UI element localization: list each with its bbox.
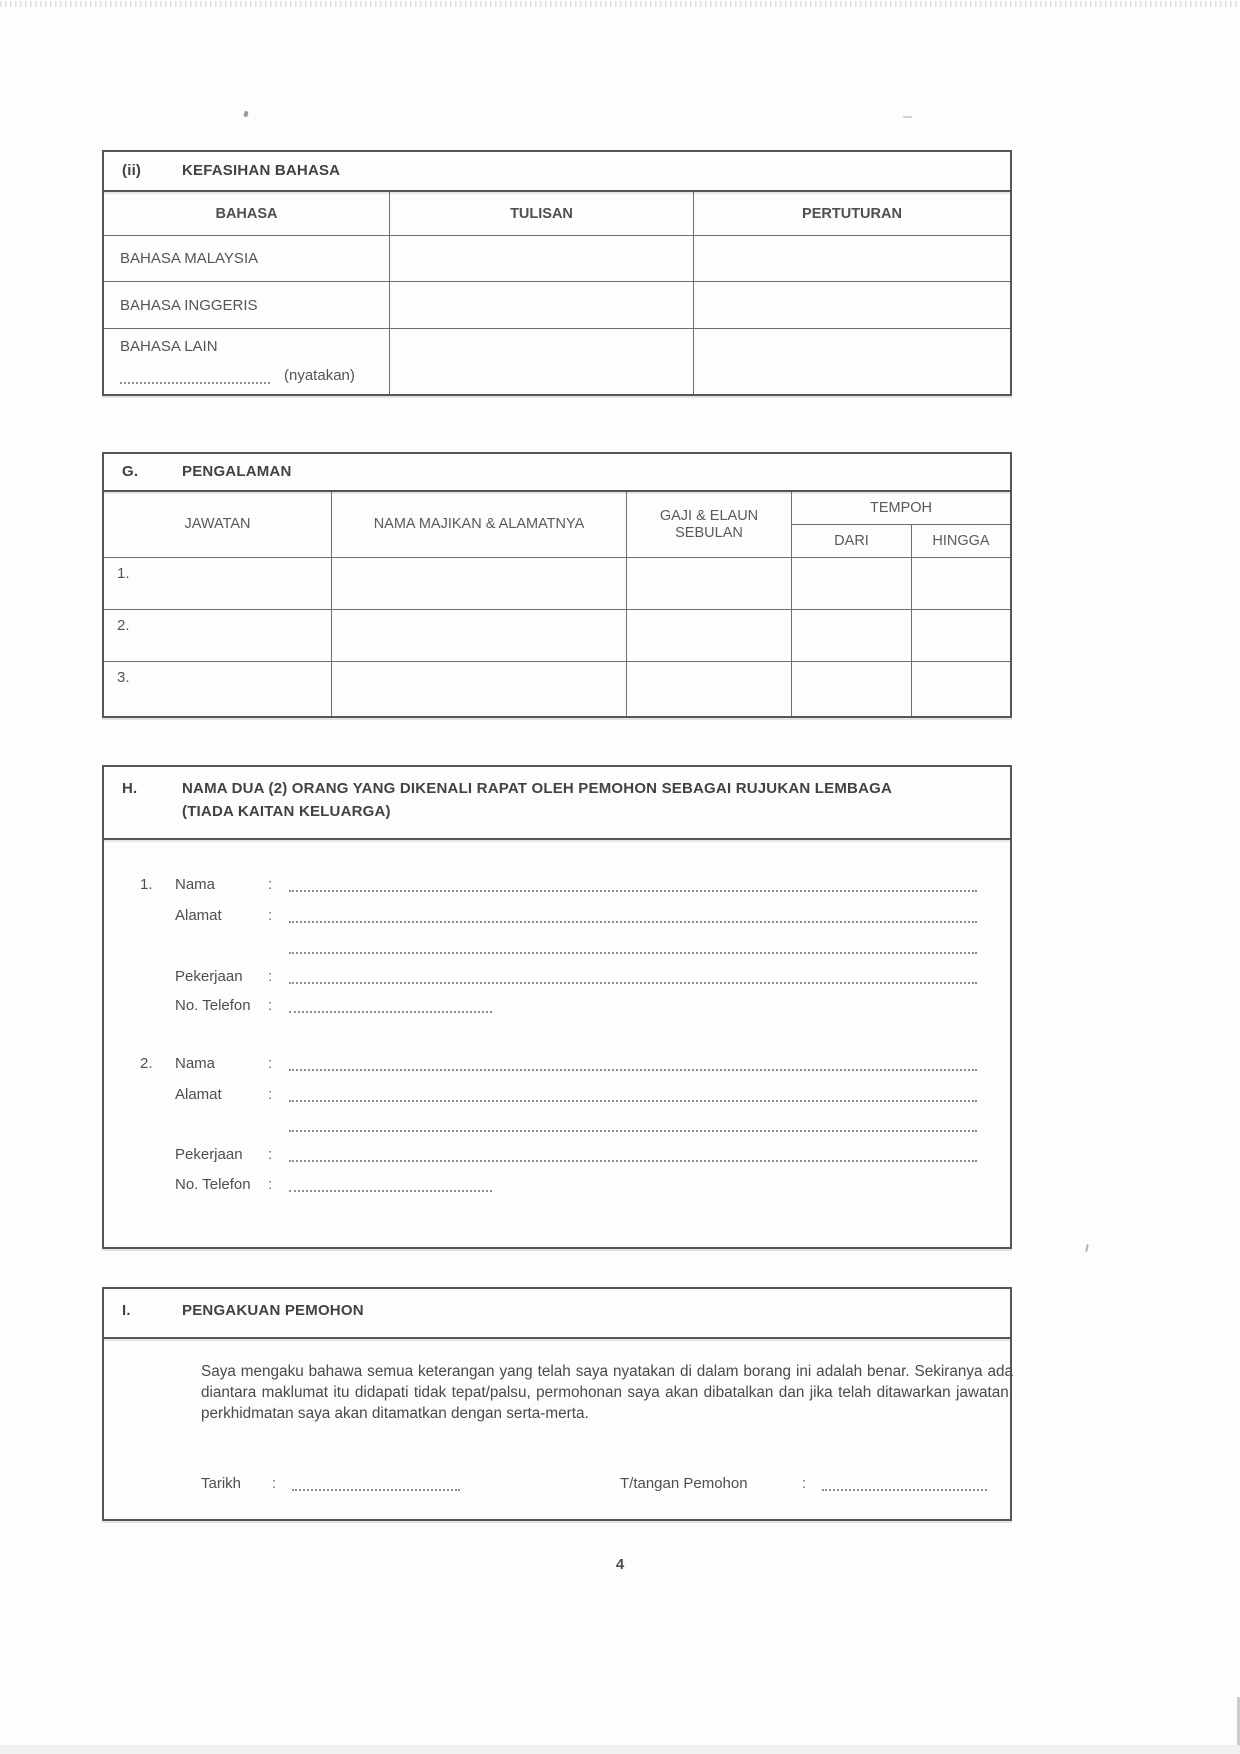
reference1-pekerjaan-row: Pekerjaan : <box>104 968 1010 990</box>
pertuturan-blank-cell <box>694 329 1010 394</box>
nama-label: Nama <box>175 876 216 893</box>
column-header-dari: DARI <box>792 525 912 558</box>
blank-cell <box>332 610 627 662</box>
blank-cell <box>627 558 792 610</box>
column-header-hingga: HINGGA <box>912 525 1010 558</box>
dotted-blank-line <box>289 997 492 1013</box>
section-number: G. <box>122 463 139 480</box>
column-header-tulisan: TULISAN <box>390 192 694 236</box>
dotted-blank-line <box>120 369 270 384</box>
row-label-bahasa-lain <box>104 329 390 394</box>
references-section-header <box>104 767 1010 840</box>
tulisan-blank-cell <box>390 282 694 329</box>
scan-dash-artifact <box>903 116 912 118</box>
section-title: PENGALAMAN <box>182 463 292 480</box>
reference1-nama-row: 1. Nama : <box>104 876 1010 898</box>
date-signature-row: Tarikh : T/tangan Pemohon : <box>104 1475 1010 1497</box>
row-label-bahasa-inggeris: BAHASA INGGERIS <box>104 282 390 329</box>
experience-section <box>102 452 1012 718</box>
declaration-text: Saya mengaku bahawa semua keterangan yang telah saya nyatakan di dalam borang ini adalah benar. Sekiranya ada diantara maklumat itu didapati tidak tepat/palsu, permohonan saya akan dibatalkan dan jika telah ditawarkan jawatan, perkhidmatan saya akan ditamatkan dengan serta-merta. <box>201 1363 1013 1422</box>
blank-cell <box>912 610 1010 662</box>
reference1-alamat-continuation <box>104 938 1010 960</box>
experience-section-header <box>104 454 1010 492</box>
nyatakan-note: (nyatakan) <box>284 367 355 384</box>
section-number: (ii) <box>122 162 142 179</box>
nama-label: Nama <box>175 1055 216 1072</box>
column-header-bahasa: BAHASA <box>104 192 390 236</box>
date-dotted-line <box>292 1475 460 1491</box>
signature-label: T/tangan Pemohon <box>620 1475 748 1492</box>
reference1-telefon-row: No. Telefon : <box>104 997 1010 1019</box>
language-table <box>104 192 1010 394</box>
dotted-blank-line <box>289 1055 977 1071</box>
reference2-alamat-continuation <box>104 1116 1010 1138</box>
column-header-pertuturan: PERTUTURAN <box>694 192 1010 236</box>
blank-cell <box>332 558 627 610</box>
reference2-pekerjaan-row: Pekerjaan : <box>104 1146 1010 1168</box>
entry-number: 2. <box>140 1055 153 1072</box>
blank-cell <box>912 558 1010 610</box>
column-header-gaji: GAJI & ELAUN SEBULAN <box>627 492 792 558</box>
entry-number: 1. <box>140 876 153 893</box>
reference1-alamat-row: Alamat : <box>104 907 1010 929</box>
blank-cell <box>627 610 792 662</box>
signature-dotted-line <box>822 1475 987 1491</box>
blank-cell <box>332 662 627 716</box>
experience-row-number: 3. <box>104 662 332 716</box>
bahasa-lain-label: BAHASA LAIN <box>120 338 218 355</box>
scan-bottom-strip <box>0 1745 1240 1754</box>
pekerjaan-label: Pekerjaan <box>175 1146 243 1163</box>
tulisan-blank-cell <box>390 236 694 282</box>
dotted-blank-line <box>289 968 977 984</box>
blank-cell <box>792 662 912 716</box>
dotted-blank-line <box>289 876 977 892</box>
language-proficiency-section <box>102 150 1012 396</box>
dotted-blank-line <box>289 1086 977 1102</box>
language-section-header <box>104 152 1010 192</box>
experience-row-number: 1. <box>104 558 332 610</box>
blank-cell <box>627 662 792 716</box>
alamat-label: Alamat <box>175 1086 222 1103</box>
declaration-section-header <box>104 1289 1010 1339</box>
tulisan-blank-cell <box>390 329 694 394</box>
pertuturan-blank-cell <box>694 282 1010 329</box>
section-title: KEFASIHAN BAHASA <box>182 162 341 179</box>
scan-noise-top-edge <box>0 1 1240 7</box>
blank-cell <box>912 662 1010 716</box>
row-label-bahasa-malaysia: BAHASA MALAYSIA <box>104 236 390 282</box>
column-header-jawatan: JAWATAN <box>104 492 332 558</box>
alamat-label: Alamat <box>175 907 222 924</box>
column-header-majikan: NAMA MAJIKAN & ALAMATNYA <box>332 492 627 558</box>
references-section <box>102 765 1012 1249</box>
section-title-line1: NAMA DUA (2) ORANG YANG DIKENALI RAPAT OLEH PEMOHON SEBAGAI RUJUKAN LEMBAGA <box>182 780 893 797</box>
reference2-alamat-row: Alamat : <box>104 1086 1010 1108</box>
declaration-section <box>102 1287 1012 1521</box>
scan-dot-artifact <box>243 111 248 118</box>
dotted-blank-line <box>289 907 977 923</box>
date-label: Tarikh <box>201 1475 242 1492</box>
telefon-label: No. Telefon <box>175 997 251 1014</box>
section-title-line2: (TIADA KAITAN KELUARGA) <box>182 803 391 820</box>
dotted-blank-line <box>289 1146 977 1162</box>
dotted-blank-line <box>289 938 977 954</box>
section-title: PENGAKUAN PEMOHON <box>182 1302 364 1319</box>
dotted-blank-line <box>289 1176 492 1192</box>
column-header-tempoh: TEMPOH <box>792 492 1010 525</box>
reference2-telefon-row: No. Telefon : <box>104 1176 1010 1198</box>
experience-table <box>104 492 1010 716</box>
reference2-nama-row: 2. Nama : <box>104 1055 1010 1077</box>
scan-speck-artifact <box>1085 1244 1089 1252</box>
dotted-blank-line <box>289 1116 977 1132</box>
blank-cell <box>792 610 912 662</box>
section-number: I. <box>122 1302 131 1319</box>
experience-row-number: 2. <box>104 610 332 662</box>
page-number: 4 <box>615 1556 625 1573</box>
section-number: H. <box>122 780 138 797</box>
blank-cell <box>792 558 912 610</box>
pertuturan-blank-cell <box>694 236 1010 282</box>
pekerjaan-label: Pekerjaan <box>175 968 243 985</box>
telefon-label: No. Telefon <box>175 1176 251 1193</box>
